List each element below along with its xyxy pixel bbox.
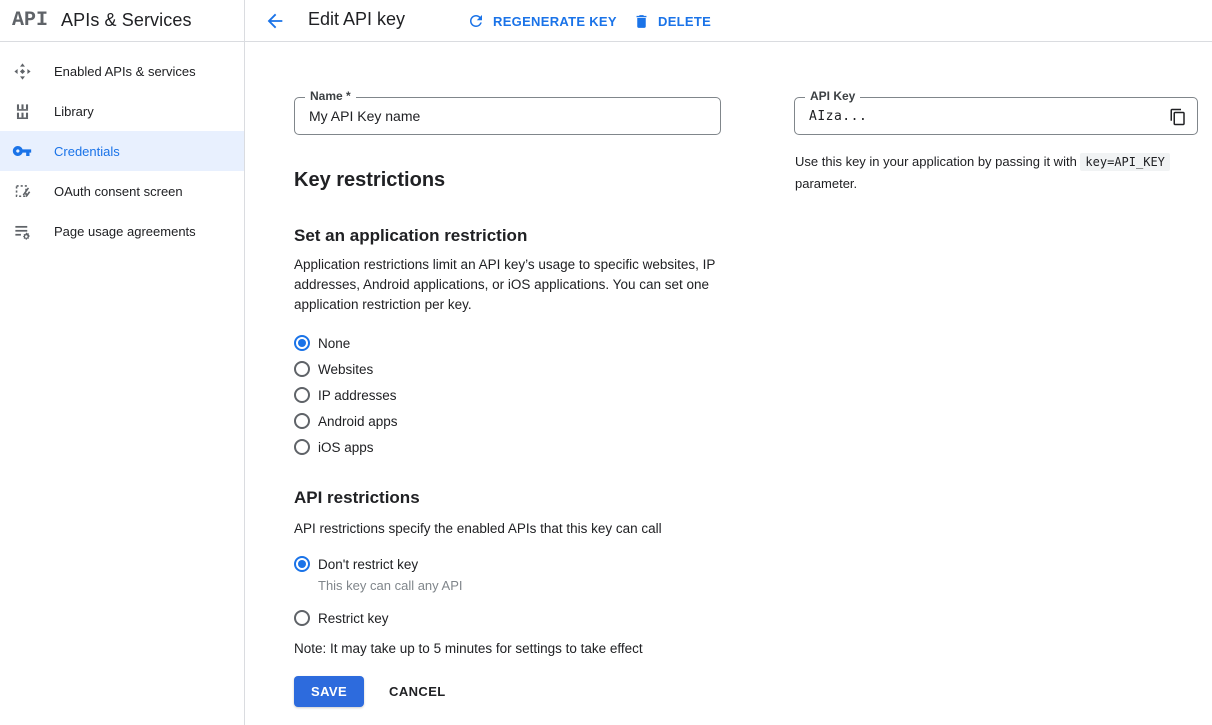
sidebar-item-library[interactable] [0,91,244,131]
radio-option-android-apps[interactable] [294,408,398,434]
sidebar-item-label: Enabled APIs & services [54,63,196,79]
radio-label: iOS apps [318,439,374,455]
save-button[interactable]: SAVE [294,676,364,707]
radio-label: None [318,335,351,351]
api-key-code-chip: key=API_KEY [1080,153,1169,171]
sidebar-item-credentials[interactable] [0,131,244,171]
sidebar-header [0,0,244,42]
api-key-input[interactable] [795,98,1197,134]
radio-unselected-icon [294,610,310,626]
name-input[interactable] [295,98,720,134]
delete-label: DELETE [658,13,712,29]
radio-label: Restrict key [318,610,389,626]
key-restrictions-heading: Key restrictions [294,169,446,191]
radio-label: Don't restrict key [318,556,419,572]
action-buttons [294,676,446,707]
api-key-field-label: API Key [805,89,860,103]
radio-unselected-icon [294,413,310,429]
sidebar-item-enabled-apis[interactable] [0,51,244,91]
application-restriction-heading: Set an application restriction [294,226,528,245]
sidebar [0,0,245,725]
settings-note: Note: It may take up to 5 minutes for settings to take effect [294,641,643,656]
page-title: Edit API key [308,9,406,29]
api-key-field [794,89,1198,135]
hint-suffix: parameter. [795,176,858,191]
api-product-logo: API [12,9,49,32]
radio-option-ios-apps[interactable] [294,434,398,460]
application-restriction-radio-group [294,330,398,460]
sidebar-item-oauth-consent[interactable] [0,171,244,211]
radio-selected-icon [294,335,310,351]
sidebar-nav [0,42,244,251]
sidebar-item-label: Page usage agreements [54,223,196,239]
radio-unselected-icon [294,439,310,455]
dont-restrict-key-subtext: This key can call any API [318,578,463,593]
trash-icon [633,13,650,30]
page-body [245,42,1212,725]
sidebar-item-label: Credentials [54,143,120,159]
radio-option-websites[interactable] [294,356,398,382]
radio-label: IP addresses [318,387,397,403]
enabled-apis-icon [10,59,34,83]
radio-unselected-icon [294,361,310,377]
oauth-consent-icon [10,179,34,203]
regenerate-key-label: REGENERATE KEY [493,13,617,29]
radio-unselected-icon [294,387,310,403]
api-restrictions-description: API restrictions specify the enabled APIs that this key can call [294,521,662,536]
library-icon [10,99,34,123]
delete-button[interactable] [633,7,711,35]
radio-label: Android apps [318,413,398,429]
api-key-usage-hint [795,151,1212,194]
sidebar-item-page-usage-agreements[interactable] [0,211,244,251]
name-field-label: Name * [305,89,356,103]
application-restriction-description: Application restrictions limit an API key’s usage to specific websites, IP addresses, Android applications, or iOS applications. You can set one application restriction per key. [294,257,716,312]
hint-prefix: Use this key in your application by passing it with [795,154,1081,169]
name-field [294,89,721,135]
main-content [245,0,1212,725]
key-icon [10,139,34,163]
agreements-icon [10,219,34,243]
product-title: APIs & Services [61,10,192,30]
copy-icon[interactable] [1169,108,1187,126]
back-arrow-icon[interactable] [262,8,288,34]
page-header [245,0,1212,42]
api-restrictions-radio-group [294,551,463,631]
regenerate-key-button[interactable] [467,7,617,35]
radio-selected-icon [294,556,310,572]
radio-option-none[interactable] [294,330,398,356]
radio-option-restrict-key[interactable] [294,605,463,631]
radio-label: Websites [318,361,374,377]
refresh-icon [467,12,485,30]
sidebar-item-label: Library [54,103,94,119]
cancel-button[interactable]: CANCEL [389,684,446,699]
api-restrictions-heading: API restrictions [294,488,420,507]
radio-option-dont-restrict-key[interactable] [294,551,463,577]
sidebar-item-label: OAuth consent screen [54,183,183,199]
radio-option-ip-addresses[interactable] [294,382,398,408]
